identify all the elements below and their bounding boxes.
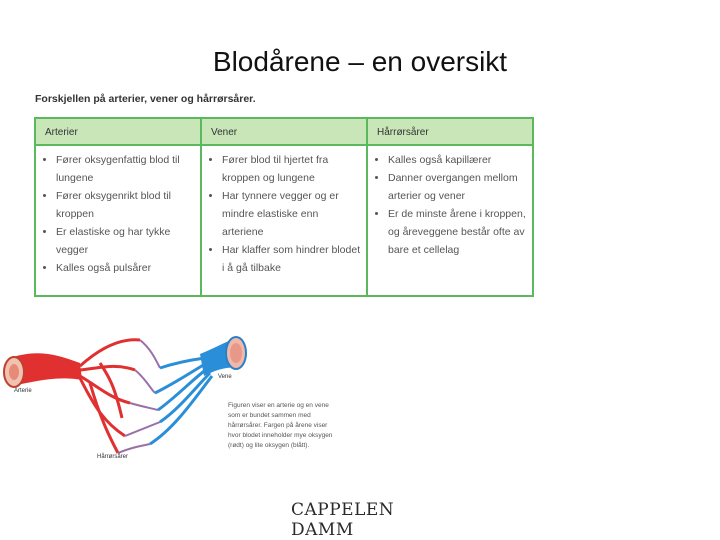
list-item: • Er elastiske og har tykke vegger bbox=[56, 223, 196, 259]
column-vener bbox=[202, 119, 368, 295]
artery-branches bbox=[80, 340, 140, 453]
comparison-table bbox=[34, 117, 534, 297]
list-item: • Fører blod til hjertet fra kroppen og lungene bbox=[222, 151, 362, 187]
vein-label: Vene bbox=[218, 374, 232, 380]
column-header: Vener bbox=[202, 119, 366, 146]
list-item: • Fører oksygenfattig blod til lungene bbox=[56, 151, 196, 187]
slide-title: Blodårene – en oversikt bbox=[212, 46, 508, 77]
table-caption: Forskjellen på arterier, vener og hårrørsårer. bbox=[35, 93, 256, 105]
list-item: • Har tynnere vegger og er mindre elastiske enn arteriene bbox=[222, 187, 362, 241]
figure-caption: Figuren viser en arterie og en vene som er bundet sammen med hårrørsårer. Fargen på årene viser hvor blodet inneholder mye oksygen (rødt) og lite oksygen (blått). bbox=[228, 402, 333, 449]
list-item: • Kalles også kapillærer bbox=[388, 151, 528, 169]
vein-branches bbox=[150, 358, 212, 444]
list-item: • Kalles også pulsårer bbox=[56, 259, 196, 277]
list-item: • Er de minste årene i kroppen, og åreveggene består ofte av bare et cellelag bbox=[388, 205, 528, 259]
publisher-logo: CAPPELEN DAMM bbox=[291, 500, 395, 540]
column-arterier bbox=[36, 119, 202, 295]
column-header: Hårrørsårer bbox=[368, 119, 532, 146]
column-harrorsarer bbox=[368, 119, 532, 295]
capillaries-label: Hårrørsårer bbox=[97, 454, 128, 460]
artery-label: Arterie bbox=[14, 388, 32, 394]
list-item: • Har klaffer som hindrer blodet i å gå tilbake bbox=[222, 241, 362, 277]
list-item: • Danner overgangen mellom arterier og vener bbox=[388, 169, 528, 205]
list-item: • Fører oksygenrikt blod til kroppen bbox=[56, 187, 196, 223]
column-header: Arterier bbox=[36, 119, 200, 146]
